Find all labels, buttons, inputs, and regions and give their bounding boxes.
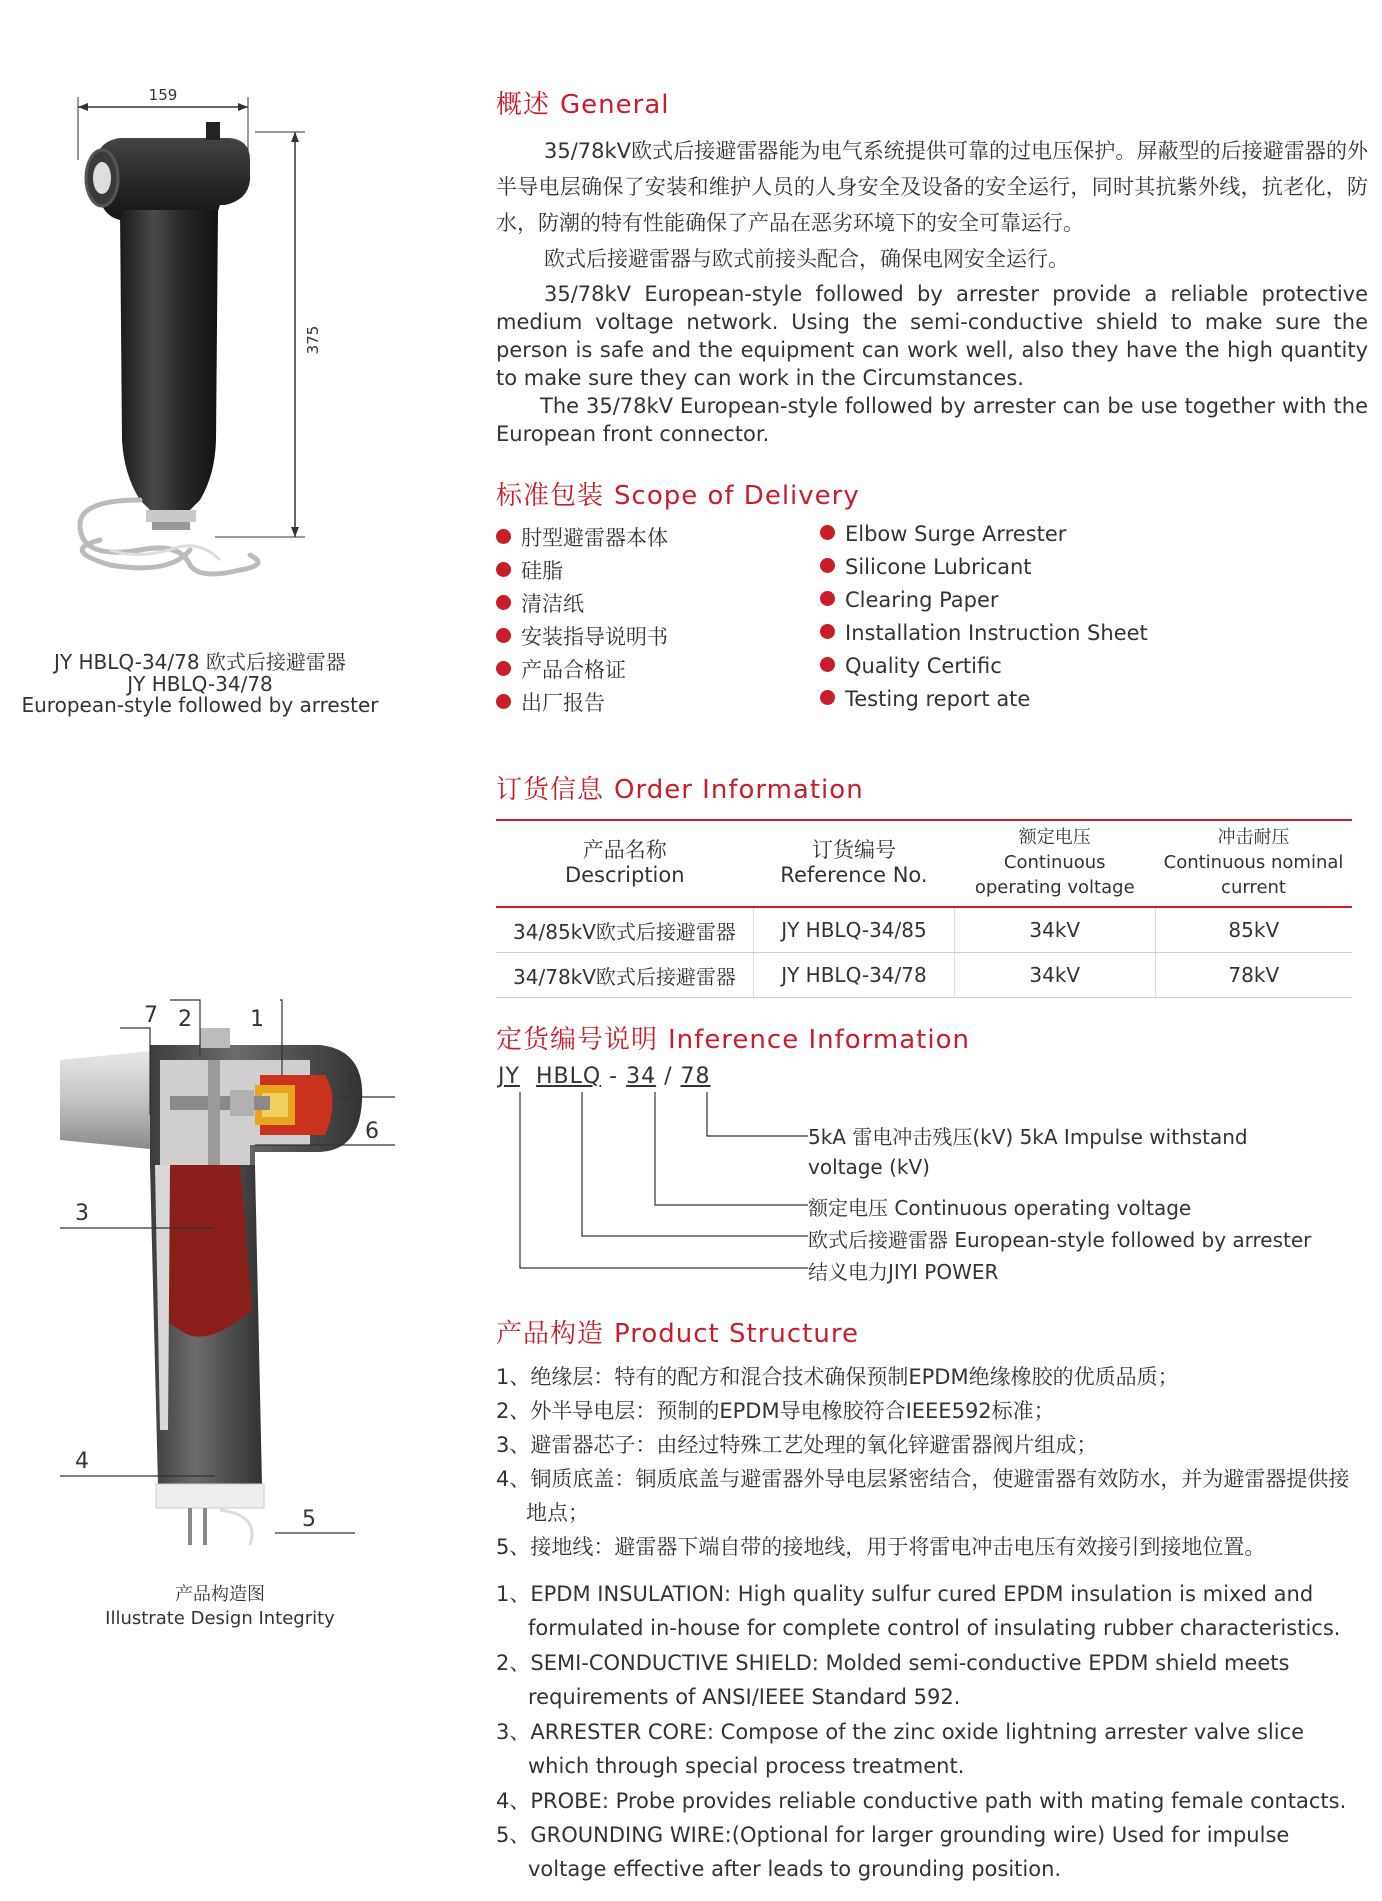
scope-en-item: Quality Certific [820,654,1002,678]
diagram-caption-cn: 产品构造图 [175,1584,265,1605]
structure-en-item: 1、EPDM INSULATION: High quality sulfur cured EPDM insulation is mixed and formulated in-house for complete control of insulating rubber characteristics. [496,1582,1341,1640]
order-table [496,819,1352,998]
col-current: 冲击耐压 Continuous nominal current [1155,819,1352,907]
scope-en-item: Elbow Surge Arrester [820,522,1066,546]
structure-cn-item: 3、避雷器芯子：由经过特殊工艺处理的氧化锌避雷器阀片组成； [496,1433,1098,1457]
general-en-p1: 35/78kV European-style followed by arrester provide a reliable protective medium voltage network. Using the semi-conductive shield to make sure the person is safe and the equipment can work well, also they have the high quantity to make sure they can work in the Circumstances. [496,282,1368,390]
inference-note-1: 5kA 雷电冲击残压(kV) 5kA Impulse withstand voltage (kV) [808,1125,1248,1179]
structure-cn-item: 2、外半导电层：预制的EPDM导电橡胶符合IEEE592标准； [496,1399,1055,1423]
structure-cn-item: 4、铜质底盖：铜质底盖与避雷器外导电层紧密结合，使避雷器有效防水，并为避雷器提供接地点； [496,1467,1350,1525]
scope-cn-item: 硅脂 [496,555,563,585]
callout-3: 3 [75,1201,89,1226]
scope-en-item: Installation Instruction Sheet [820,621,1148,645]
structure-diagram [40,990,400,1550]
diagram-caption-en: Illustrate Design Integrity [105,1608,335,1629]
structure-en-item: 3、ARRESTER CORE: Compose of the zinc oxide lightning arrester valve slice which through special process treatment. [496,1720,1305,1778]
dim-height-label: 375 [304,325,322,355]
structure-cn-item: 1、绝缘层：特有的配方和混合技术确保预制EPDM绝缘橡胶的优质品质； [496,1365,1179,1389]
scope-title: 标准包装 Scope of Delivery [496,481,860,511]
scope-cn-item: 安装指导说明书 [496,621,668,651]
scope-cn-item: 产品合格证 [496,654,626,684]
inference-note-3: 欧式后接避雷器 European-style followed by arrester [808,1228,1312,1252]
order-title: 订货信息 Order Information [496,775,864,805]
product-caption-cn: JY HBLQ-34/78 欧式后接避雷器 [54,650,346,674]
scope-en-item: Silicone Lubricant [820,555,1032,579]
dim-width-label: 159 [148,86,178,104]
cell-current: 85kV [1155,907,1352,953]
structure-en-item: 2、SEMI-CONDUCTIVE SHIELD: Molded semi-conductive EPDM shield meets requirements of ANSI/IEEE Standard 592. [496,1651,1290,1709]
product-caption-en: European-style followed by arrester [21,693,379,717]
product-caption-model: JY HBLQ-34/78 [127,672,273,696]
product-caption [0,650,400,716]
general-title: 概述 General [496,90,670,120]
structure-cn-item: 5、接地线：避雷器下端自带的接地线，用于将雷电冲击电压有效接引到接地位置。 [496,1535,1266,1559]
col-reference: 订货编号 Reference No. [753,819,954,907]
structure-en-item: 4、PROBE: Probe provides reliable conductive path with mating female contacts. [496,1789,1347,1813]
table-row [496,953,1352,998]
structure-title: 产品构造 Product Structure [496,1319,859,1349]
scope-cn-item: 出厂报告 [496,687,605,717]
cell-voltage: 34kV [954,953,1155,998]
general-cn-p1: 35/78kV欧式后接避雷器能为电气系统提供可靠的过电压保护。屏蔽型的后接避雷器的外半导电层确保了安装和维护人员的人身安全及设备的安全运行，同时其抗紫外线，抗老化，防水，防潮的特有性能确保了产品在恶劣环境下的安全可靠运行。 [496,139,1368,235]
diagram-caption [0,1583,440,1631]
scope-en-item: Testing report ate [820,687,1030,711]
callout-1: 1 [250,1007,264,1032]
general-en-p2: The 35/78kV European-style followed by arrester can be use together with the European front connector. [496,394,1368,446]
inference-code: JY HBLQ - 34 / 78 [498,1064,711,1089]
cell-description: 34/78kV欧式后接避雷器 [496,953,753,998]
general-cn-p2: 欧式后接避雷器与欧式前接头配合，确保电网安全运行。 [544,247,1069,271]
callout-5: 5 [302,1507,316,1532]
scope-cn-item: 肘型避雷器本体 [496,522,668,552]
inference-title: 定货编号说明 Inference Information [496,1025,970,1055]
col-voltage: 额定电压 Continuous operating voltage [954,819,1155,907]
callout-4: 4 [75,1449,89,1474]
callout-2: 2 [178,1007,192,1032]
product-photo [40,80,360,620]
structure-en-item: 5、GROUNDING WIRE:(Optional for larger grounding wire) Used for impulse voltage effective after leads to grounding position. [496,1823,1290,1881]
inference-note-4: 结义电力JIYI POWER [808,1260,999,1284]
cell-current: 78kV [1155,953,1352,998]
cell-description: 34/85kV欧式后接避雷器 [496,907,753,953]
table-header-row [496,819,1352,907]
inference-note-2: 额定电压 Continuous operating voltage [808,1196,1192,1220]
cell-reference: JY HBLQ-34/85 [753,907,954,953]
callout-7: 7 [144,1003,158,1028]
cell-reference: JY HBLQ-34/78 [753,953,954,998]
inference-leader-lines [490,1090,810,1280]
callout-8: 8 [347,1071,361,1096]
scope-cn-item: 清洁纸 [496,588,584,618]
scope-en-item: Clearing Paper [820,588,999,612]
callout-6: 6 [365,1119,379,1144]
cell-voltage: 34kV [954,907,1155,953]
col-description: 产品名称 Description [496,819,753,907]
table-row [496,907,1352,953]
